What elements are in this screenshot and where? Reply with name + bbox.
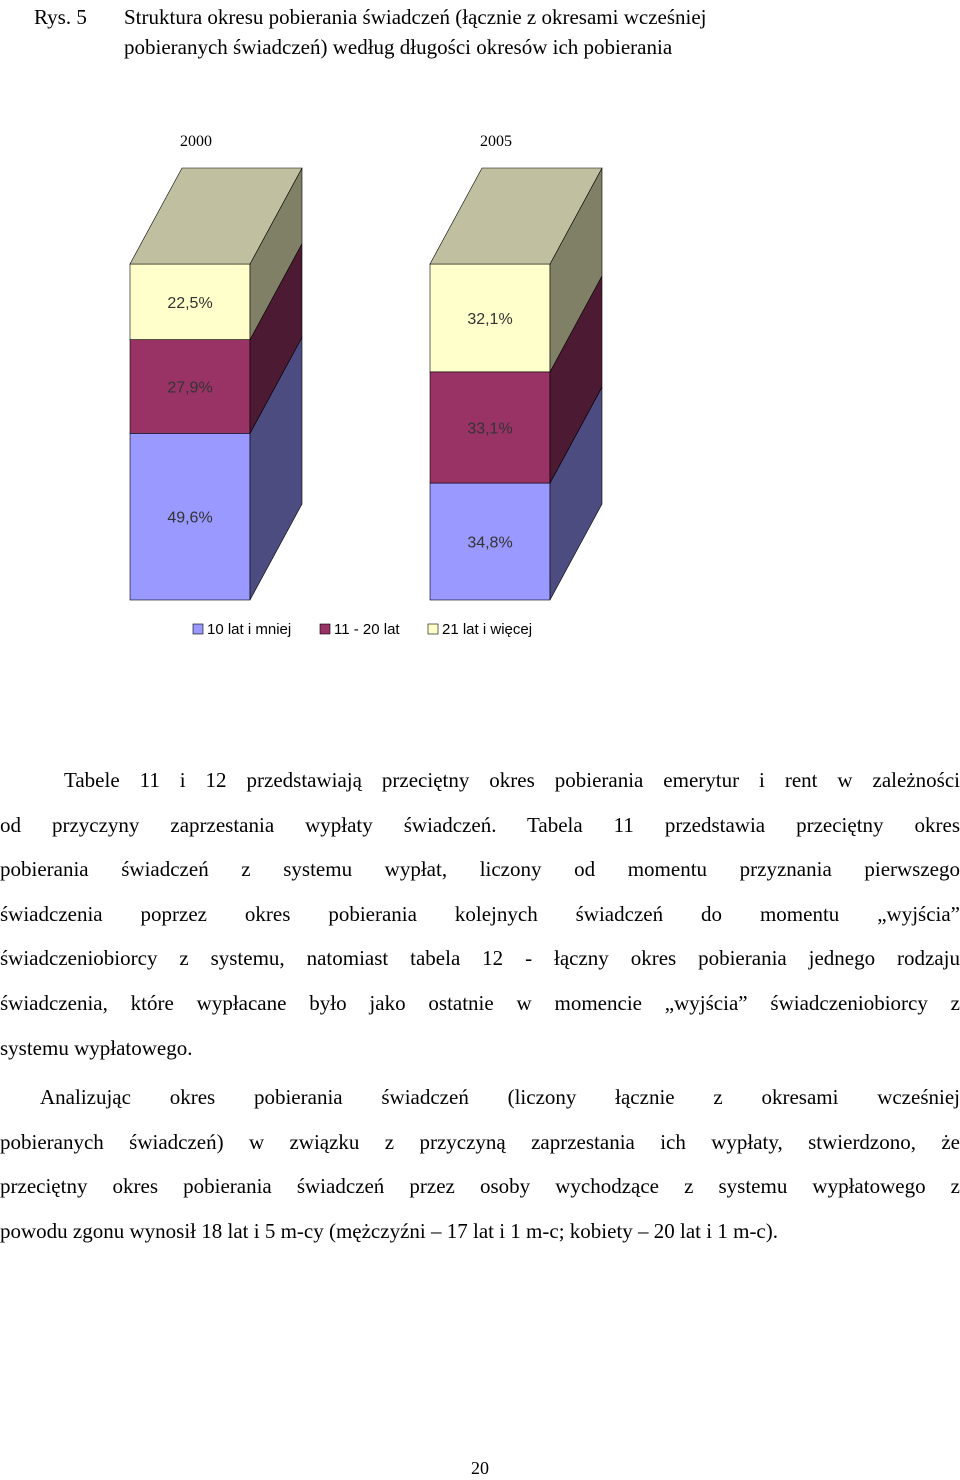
caption-line-2: pobieranych świadczeń) według długości okresów ich pobierania (124, 35, 673, 59)
legend-label: 11 - 20 lat (334, 621, 400, 638)
legend-label: 10 lat i mniej (207, 621, 292, 638)
caption-line-1: Struktura okresu pobierania świadczeń (łącznie z okresami wcześniej (124, 5, 707, 29)
paragraph-2 (0, 1075, 960, 1253)
category-label: 2000 (180, 133, 212, 150)
paragraph-2-line: pobieranych świadczeń) w związku z przyczyną zaprzestania ich wypłaty, stwierdzono, że (0, 1129, 960, 1154)
legend-label: 21 lat i więcej (442, 621, 533, 638)
data-label: 49,6% (167, 509, 213, 527)
data-label: 27,9% (167, 379, 213, 397)
data-label: 22,5% (167, 294, 213, 312)
paragraph-1-line: świadczenia poprzez okres pobierania kolejnych świadczeń do momentu „wyjścia” (0, 901, 960, 926)
paragraph-1-line: świadczeniobiorcy z systemu, natomiast tabela 12 - łączny okres pobierania jednego rodzaju (0, 946, 960, 971)
paragraph-1-line: Tabele 11 i 12 przedstawiają przeciętny okres pobierania emerytur i rent w zależności (64, 768, 960, 792)
data-label: 32,1% (467, 310, 513, 328)
paragraph-2-line: przeciętny okres pobierania świadczeń przez osoby wychodzące z systemu wypłatowego z (0, 1174, 960, 1199)
category-label: 2005 (480, 133, 512, 150)
data-label: 33,1% (467, 420, 513, 438)
paragraph-1-line: pobierania świadczeń z systemu wypłat, liczony od momentu przyznania pierwszego (0, 857, 960, 882)
paragraph-1-line: od przyczyny zaprzestania wypłaty świadczeń. Tabela 11 przedstawia przeciętny okres (0, 812, 960, 837)
figure-label: Rys. 5 (34, 5, 87, 29)
paragraph-1 (0, 758, 960, 1070)
legend-swatch (320, 624, 330, 634)
paragraph-2-line: powodu zgonu wynosił 18 lat i 5 m-cy (mężczyźni – 17 lat i 1 m-c; kobiety – 20 lat i 1 m-c). (0, 1218, 778, 1243)
figure-caption (34, 2, 934, 62)
paragraph-1-line: świadczenia, które wypłacane było jako ostatnie w momencie „wyjścia” świadczeniobiorcy z (0, 990, 960, 1015)
data-label: 34,8% (467, 534, 513, 552)
legend-swatch (428, 624, 438, 634)
paragraph-2-line: Analizując okres pobierania świadczeń (liczony łącznie z okresami wcześniej (40, 1085, 960, 1109)
paragraph-1-line: systemu wypłatowego. (0, 1035, 193, 1060)
stacked-bar-chart (0, 110, 960, 660)
legend-swatch (193, 624, 203, 634)
page-number: 20 (471, 1458, 489, 1478)
